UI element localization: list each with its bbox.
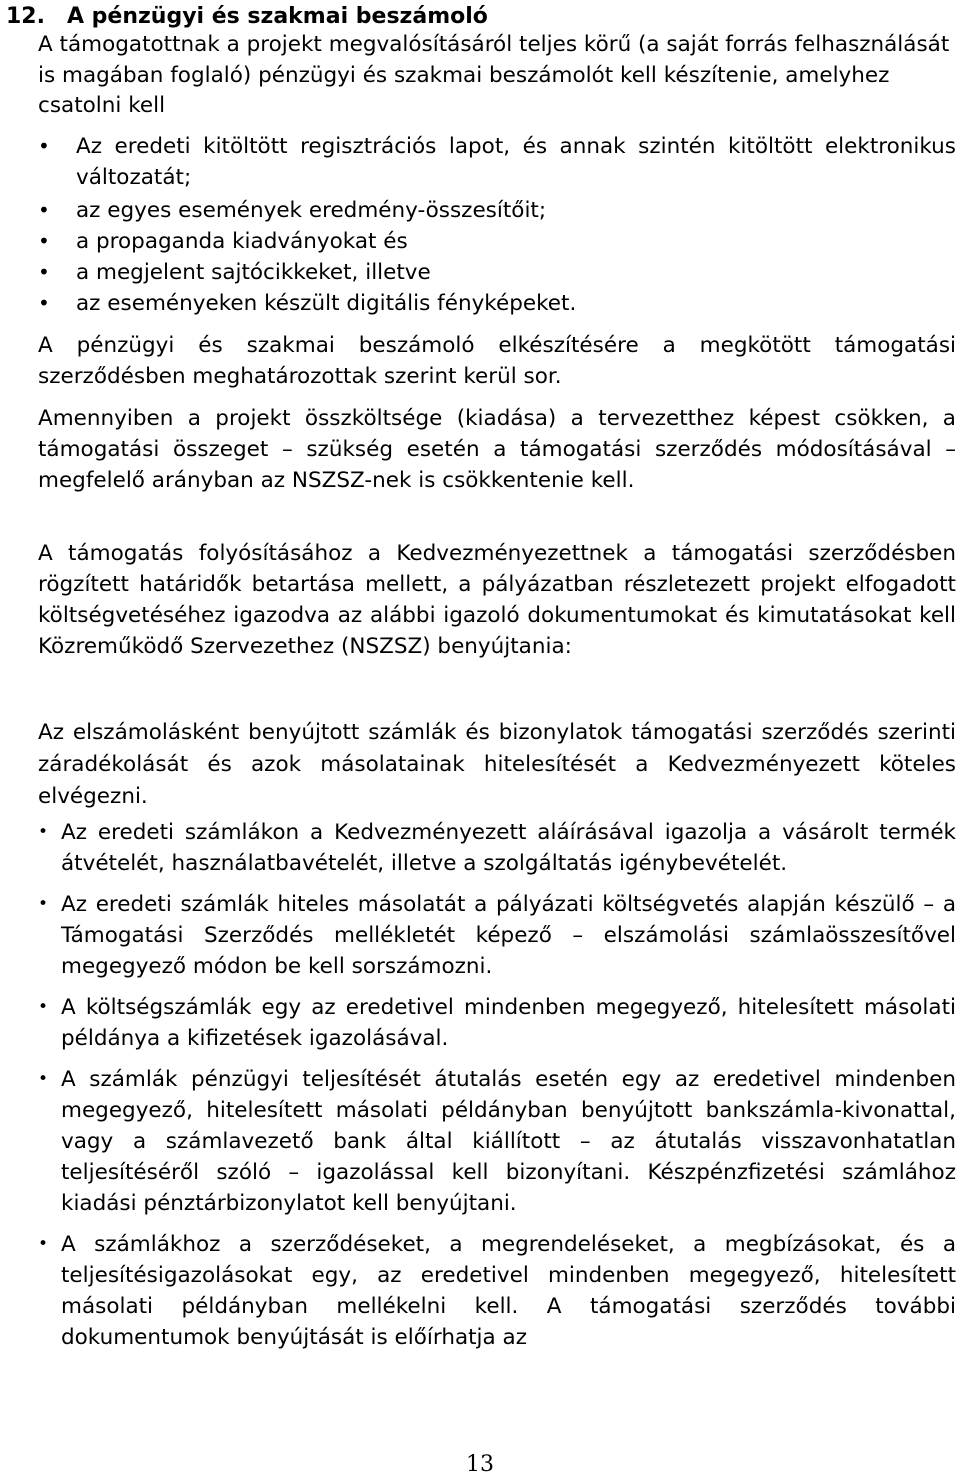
section-heading bbox=[6, 3, 488, 31]
cost-reduction-paragraph: Amennyiben a projekt összköltsége (kiadása) a tervezetthez képest csökken, a támogatási összeget – szükség esetén a támogatási szerződés módosításával – megfelelő arányban az NSZSZ-nek is csökkentenie kell. bbox=[38, 406, 956, 493]
list-item: • A számlákhoz a szerződéseket, a megrendeléseket, a megbízásokat, és a teljesítésigazolásokat egy, az eredetivel mindenben megegyező, hitelesített másolati példányban mellékelni kell. A támogatási szerződés további dokumentumok benyújtását is előírhatja az bbox=[38, 1229, 956, 1353]
list-item: • az egyes események eredmény-összesítőit; bbox=[38, 195, 956, 226]
list-item: • a propaganda kiadványokat és bbox=[38, 226, 956, 257]
disbursement-paragraph: A támogatás folyósításához a Kedvezményezettnek a támogatási szerződésben rögzített határidők betartása mellett, a pályázatban részletezett projekt elfogadott költségvetéséhez igazodva az alábbi igazoló dokumentumokat és kimutatásokat kell Közreműködő Szervezethez (NSZSZ) benyújtania: bbox=[38, 541, 956, 659]
section-number: 12. bbox=[6, 4, 45, 29]
list-item: • A számlák pénzügyi teljesítését átutalás esetén egy az eredetivel mindenben megegyező, hitelesített másolati példányban benyújtott bankszámla-kivonattal, vagy a számlavezető bank által kiállított – az átutalás visszavonhatatlan teljesítéséről szóló – igazolással kell bizonyítani. Készpénzfizetési számlához kiadási pénztárbizonylatot kell benyújtani. bbox=[38, 1064, 956, 1219]
contract-paragraph: A pénzügyi és szakmai beszámoló elkészítésére a megkötött támogatási szerződésben meghatározottak szerint kerül sor. bbox=[38, 333, 956, 389]
section-title: A pénzügyi és szakmai beszámoló bbox=[66, 4, 488, 29]
list-item: • A költségszámlák egy az eredetivel mindenben megegyező, hitelesített másolati példánya a kifizetések igazolásával. bbox=[38, 992, 956, 1054]
list-item: • Az eredeti számlák hiteles másolatát a pályázati költségvetés alapján készülő – a Támogatási Szerződés mellékletét képező – elszámolási számlaösszesítővel megegyező módon be kell sorszámozni. bbox=[38, 889, 956, 982]
requirements-list bbox=[38, 817, 956, 1353]
list-item: • az eseményeken készült digitális fényképeket. bbox=[38, 288, 956, 319]
attachment-list bbox=[38, 131, 956, 319]
invoice-certification-paragraph: Az elszámolásként benyújtott számlák és bizonylatok támogatási szerződés szerinti záradékolását és azok másolatainak hitelesítését a Kedvezményezett köteles elvégezni. bbox=[38, 720, 956, 809]
list-item: • a megjelent sajtócikkeket, illetve bbox=[38, 257, 956, 288]
page-number: 13 bbox=[466, 1452, 494, 1477]
intro-paragraph: A támogatottnak a projekt megvalósításáról teljes körű (a saját forrás felhasználását is magában foglaló) pénzügyi és szakmai beszámolót kell készítenie, amelyhez csatolni kell bbox=[38, 32, 950, 118]
list-item: • Az eredeti számlákon a Kedvezményezett aláírásával igazolja a vásárolt termék átvételét, használatbavételét, illetve a szolgáltatás igénybevételét. bbox=[38, 817, 956, 879]
list-item: • Az eredeti kitöltött regisztrációs lapot, és annak szintén kitöltött elektronikus változatát; bbox=[38, 131, 956, 193]
